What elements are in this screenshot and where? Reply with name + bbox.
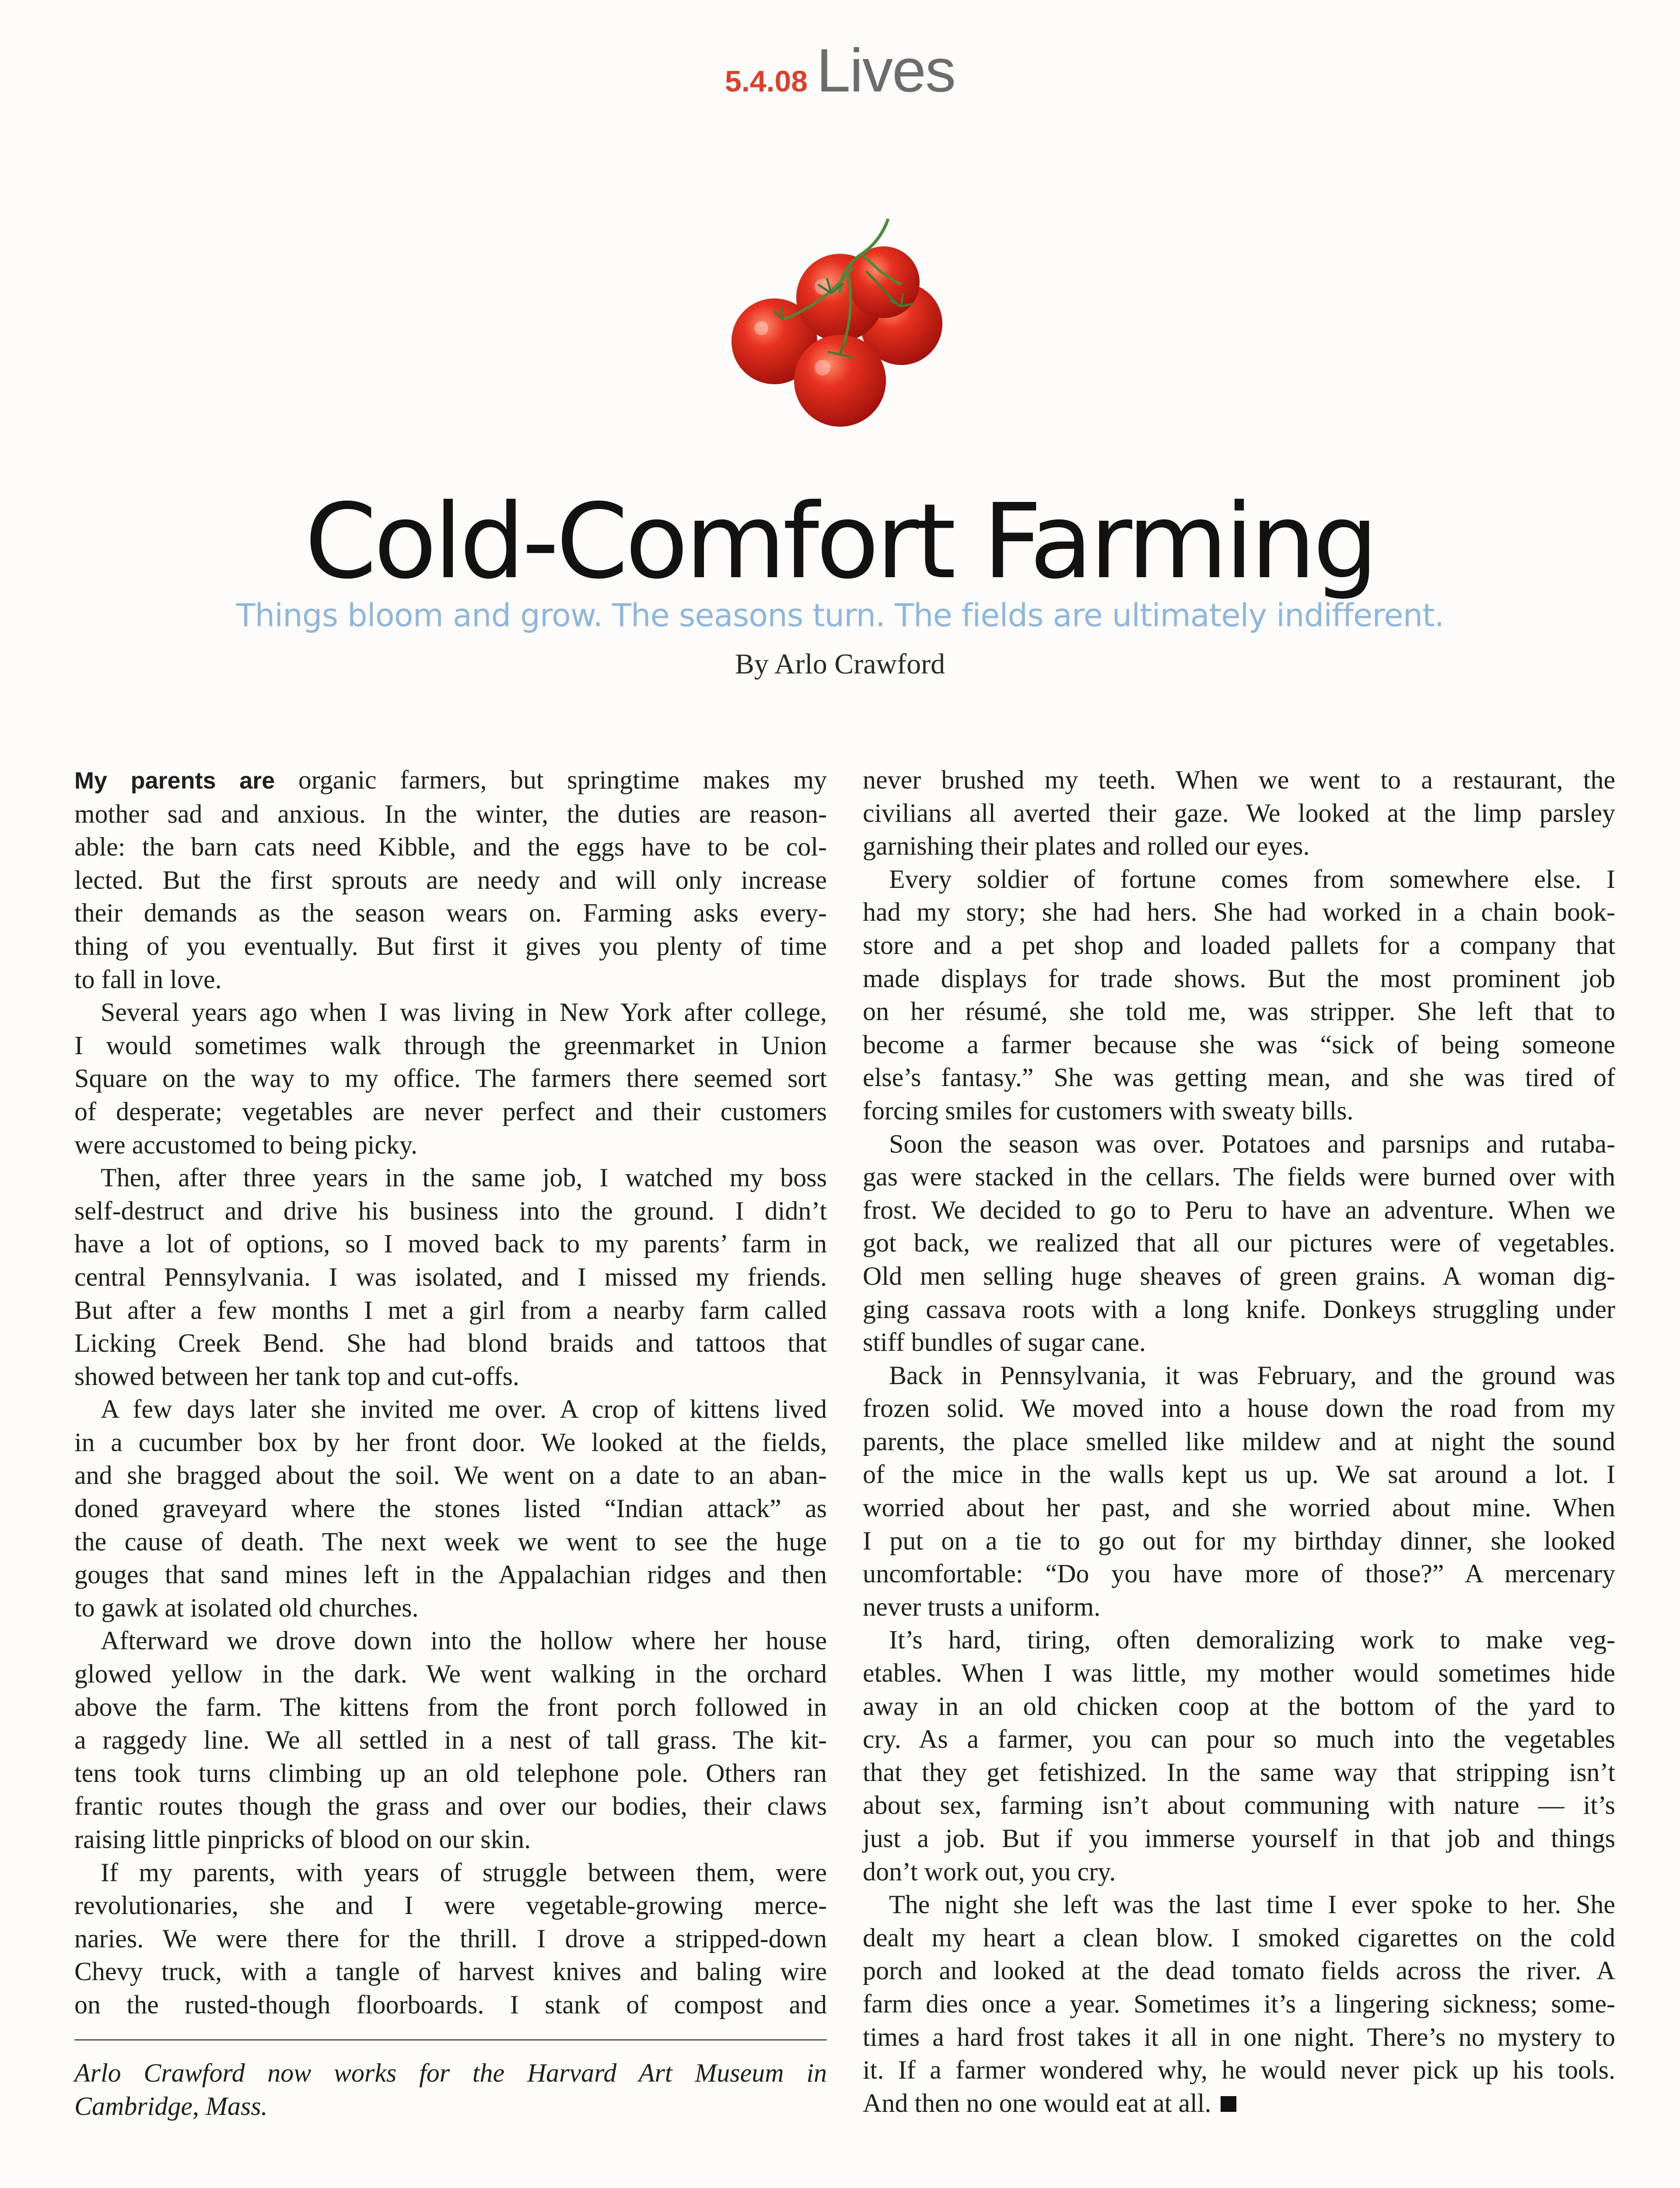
- text-line: mother sad and anxious. In the winter, the duties are reason-: [74, 799, 827, 828]
- text-line: that they get fetishized. In the same way that stripping isn’t: [863, 1757, 1615, 1787]
- text-line: times a hard frost takes it all in one night. There’s no mystery to: [863, 2022, 1615, 2051]
- tomato-cluster-icon: [709, 210, 971, 438]
- text-line: porch and looked at the dead tomato fields across the river. A: [863, 1956, 1615, 1985]
- text-line: never brushed my teeth. When we went to a restaurant, the: [863, 765, 1615, 794]
- text-line: Then, after three years in the same job, I watched my boss: [101, 1163, 827, 1192]
- text-line: of desperate; vegetables are never perfect and their customers: [74, 1097, 827, 1126]
- folio: [0, 35, 1680, 106]
- article-title: Cold-Comfort Farming: [304, 481, 1376, 602]
- text-line: to gawk at isolated old churches.: [74, 1593, 419, 1622]
- text-line: Afterward we drove down into the hollow where her house: [101, 1626, 827, 1655]
- text-line: were accustomed to being picky.: [74, 1130, 418, 1159]
- text-line: But after a few months I met a girl from a nearby farm called: [74, 1295, 827, 1325]
- text-line: garnishing their plates and rolled our eyes.: [863, 831, 1310, 861]
- text-line: It’s hard, tiring, often demoralizing work to make veg-: [889, 1625, 1615, 1655]
- text-line: Licking Creek Bend. She had blond braids and tattoos that: [74, 1329, 827, 1358]
- text-line: Every soldier of fortune comes from somewhere else. I: [889, 864, 1615, 894]
- section-name: Lives: [816, 36, 955, 105]
- text-line: A few days later she invited me over. A crop of kittens lived: [101, 1395, 827, 1424]
- article-dek: Things bloom and grow. The seasons turn. The fields are ultimately indifferent.: [236, 597, 1444, 634]
- text-line: away in an old chicken coop at the bottom of the yard to: [863, 1691, 1615, 1721]
- text-line: have a lot of options, so I moved back to my parents’ farm in: [74, 1229, 827, 1259]
- text-line: had my story; she had hers. She had worked in a chain book-: [863, 898, 1615, 927]
- text-line: self-destruct and drive his business into the ground. I didn’t: [74, 1196, 827, 1225]
- text-line: never trusts a uniform.: [863, 1592, 1101, 1621]
- text-line: forcing smiles for customers with sweaty bills.: [863, 1096, 1354, 1125]
- text-line: naries. We were there for the thrill. I drove a stripped-down: [74, 1924, 827, 1953]
- text-line: etables. When I was little, my mother would sometimes hide: [863, 1659, 1615, 1688]
- text-line: My parents are organic farmers, but springtime makes my: [74, 765, 827, 794]
- bio-divider: [74, 2039, 827, 2041]
- text-line: of the mice in the walls kept us up. We sat around a lot. I: [863, 1460, 1615, 1489]
- text-line: uncomfortable: “Do you have more of those?” A mercenary: [863, 1559, 1615, 1588]
- text-line: above the farm. The kittens from the front porch followed in: [74, 1692, 827, 1722]
- text-line: parents, the place smelled like mildew and at night the sound: [863, 1427, 1615, 1456]
- text-line: The night she left was the last time I ever spoke to her. She: [889, 1890, 1615, 1919]
- text-line: their demands as the season wears on. Farming asks every-: [74, 898, 827, 928]
- text-line: Chevy truck, with a tangle of harvest knives and baling wire: [74, 1957, 827, 1986]
- text-line: farm dies once a year. Sometimes it’s a lingering sickness; some-: [863, 1989, 1615, 2018]
- right-column: [863, 764, 1615, 2120]
- text-line: don’t work out, you cry.: [863, 1857, 1116, 1886]
- text-line: gouges that sand mines left in the Appalachian ridges and then: [74, 1560, 827, 1589]
- text-line: Back in Pennsylvania, it was February, and the ground was: [889, 1360, 1615, 1390]
- text-line: able: the barn cats need Kibble, and the eggs have to be col-: [74, 832, 827, 862]
- text-line: made displays for trade shows. But the most prominent job: [863, 964, 1615, 993]
- text-line: become a farmer because she was “sick of being someone: [863, 1030, 1615, 1059]
- byline: By Arlo Crawford: [735, 648, 945, 680]
- text-line: worried about her past, and she worried about mine. When: [863, 1493, 1615, 1522]
- text-line: Arlo Crawford now works for the Harvard Art Museum in: [74, 2058, 827, 2087]
- text-line: got back, we realized that all our pictures were of vegetables.: [863, 1228, 1615, 1258]
- text-line: If my parents, with years of struggle between them, were: [101, 1858, 827, 1887]
- text-line: and she bragged about the soil. We went on a date to an aban-: [74, 1461, 827, 1490]
- text-line: stiff bundles of sugar cane.: [863, 1328, 1146, 1357]
- end-mark-icon: [1221, 2096, 1236, 2112]
- text-line: central Pennsylvania. I was isolated, and I missed my friends.: [74, 1262, 827, 1291]
- text-line: raising little pinpricks of blood on our skin.: [74, 1825, 531, 1854]
- text-line: else’s fantasy.” She was getting mean, and she was tired of: [863, 1063, 1615, 1092]
- text-line: frantic routes though the grass and over our bodies, their claws: [74, 1792, 827, 1821]
- text-line: gas were stacked in the cellars. The fields were burned over with: [863, 1162, 1615, 1192]
- text-line: doned graveyard where the stones listed “Indian attack” as: [74, 1494, 827, 1523]
- text-line: on the rusted-though floorboards. I stank of compost and: [74, 1990, 827, 2019]
- text-line: revolutionaries, she and I were vegetable-growing merce-: [74, 1891, 827, 1920]
- text-line: in a cucumber box by her front door. We looked at the fields,: [74, 1427, 827, 1457]
- text-line: tens took turns climbing up an old telephone pole. Others ran: [74, 1758, 827, 1788]
- text-line: to fall in love.: [74, 964, 222, 994]
- text-line: frost. We decided to go to Peru to have an adventure. When we: [863, 1195, 1615, 1224]
- text-line: on her résumé, she told me, was stripper. She left that to: [863, 997, 1615, 1026]
- text-line: about sex, farming isn’t about communing with nature — it’s: [863, 1791, 1615, 1820]
- text-line: And then no one would eat at all.: [863, 2087, 1615, 2120]
- text-line: I put on a tie to go out for my birthday dinner, she looked: [863, 1526, 1615, 1555]
- text-line: Square on the way to my office. The farmers there seemed sort: [74, 1064, 827, 1093]
- text-line: lected. But the first sprouts are needy and will only increase: [74, 865, 827, 894]
- text-line: ging cassava roots with a long knife. Donkeys struggling under: [863, 1294, 1615, 1324]
- text-line: showed between her tank top and cut-offs.: [74, 1361, 519, 1391]
- text-line: cry. As a farmer, you can pour so much into the vegetables: [863, 1725, 1615, 1754]
- author-bio: [74, 2057, 827, 2123]
- text-line: dealt my heart a clean blow. I smoked cigarettes on the cold: [863, 1923, 1615, 1952]
- text-line: the cause of death. The next week we went to see the huge: [74, 1527, 827, 1556]
- text-line: store and a pet shop and loaded pallets for a company that: [863, 930, 1615, 960]
- text-line: Several years ago when I was living in New York after college,: [101, 998, 827, 1027]
- text-line: civilians all averted their gaze. We looked at the limp parsley: [863, 798, 1615, 828]
- text-line: I would sometimes walk through the greenmarket in Union: [74, 1031, 827, 1060]
- text-line: it. If a farmer wondered why, he would never pick up his tools.: [863, 2055, 1615, 2085]
- text-line: a raggedy line. We all settled in a nest of tall grass. The kit-: [74, 1725, 827, 1755]
- issue-date: 5.4.08: [725, 65, 808, 98]
- text-line: thing of you eventually. But first it gives you plenty of time: [74, 931, 827, 961]
- lead-in: My parents are: [74, 768, 275, 794]
- text-line: glowed yellow in the dark. We went walking in the orchard: [74, 1659, 827, 1689]
- text-line: Soon the season was over. Potatoes and parsnips and rutaba-: [889, 1129, 1615, 1158]
- text-line: just a job. But if you immerse yourself in that job and things: [863, 1824, 1615, 1853]
- text-line: Cambridge, Mass.: [74, 2091, 268, 2121]
- text-line: Old men selling huge sheaves of green grains. A woman dig-: [863, 1261, 1615, 1290]
- left-column: [74, 764, 827, 2022]
- text-line: frozen solid. We moved into a house down the road from my: [863, 1394, 1615, 1423]
